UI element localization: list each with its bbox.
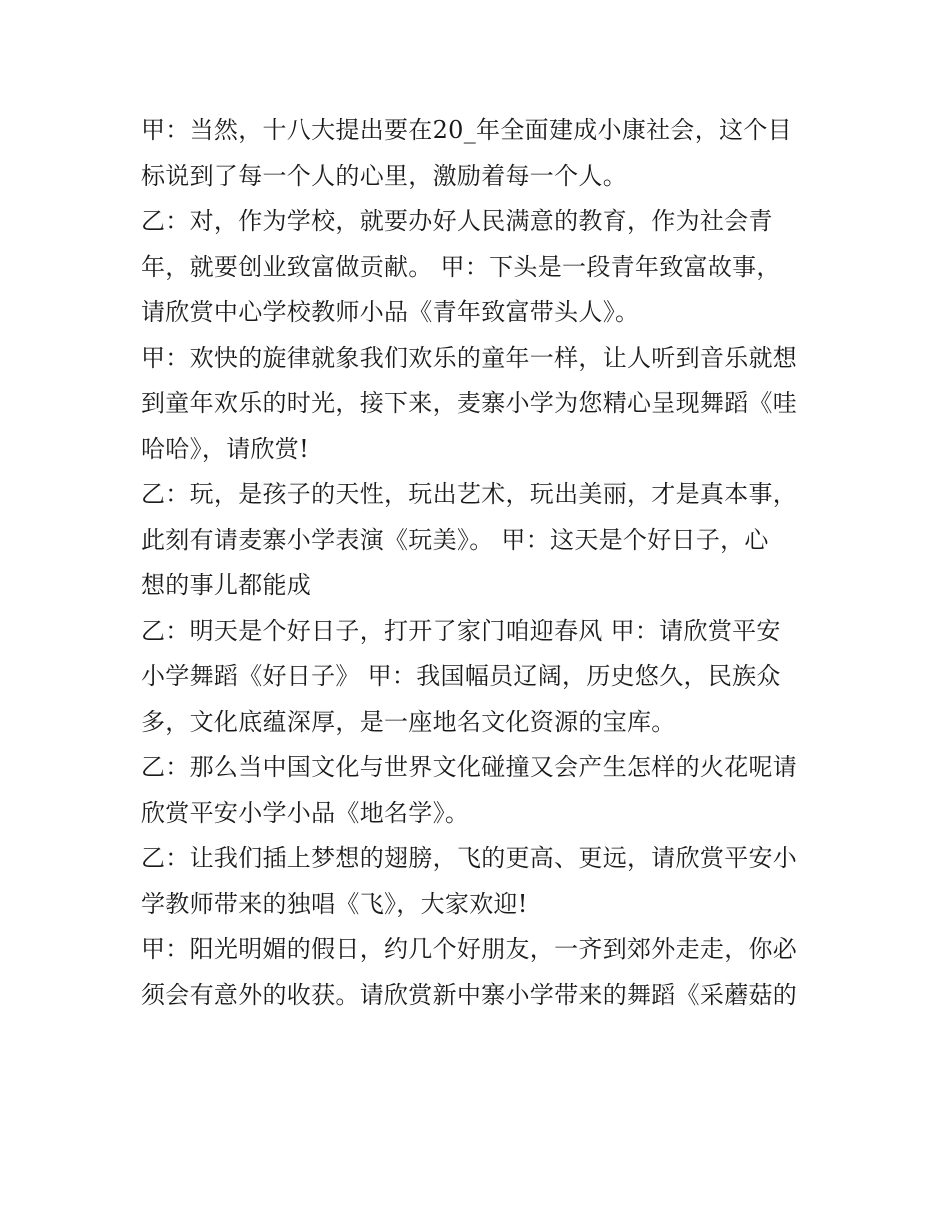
text-line: 年，就要创业致富做贡献。 甲：下头是一段青年致富故事， [141,252,781,281]
text-line: 请欣赏中心学校教师小品《青年致富带头人》。 [141,298,640,326]
text-line: 乙：对，作为学校，就要办好人民满意的教育，作为社会青 [141,207,773,235]
text-line: 乙：玩，是孩子的天性，玩出艺术，玩出美丽，才是真本事， [141,480,798,508]
text-line: 乙：明天是个好日子，打开了家门咱迎春风 甲：请欣赏平安 [141,616,781,645]
text-line: 欣赏平安小学小品《地名学》。 [141,798,470,827]
text-line: 学教师带来的独唱《飞》，大家欢迎! [141,889,528,918]
text-line: 小学舞蹈《好日子》 甲：我国幅员辽阔，历史悠久，民族众 [141,662,781,690]
document-body [141,108,821,1018]
text-line: 多，文化底蕴深厚，是一座地名文化资源的宝库。 [141,707,676,736]
text-line: 标说到了每一个人的心里，激励着每一个人。 [141,161,627,190]
text-line: 甲：当然，十八大提出要在20_年全面建成小康社会，这个目 [141,116,792,144]
text-line: 想的事儿都能成 [141,571,312,599]
text-line: 须会有意外的收获。请欣赏新中寨小学带来的舞蹈《采蘑菇的 [141,980,798,1009]
text-line: 乙：让我们插上梦想的翅膀，飞的更高、更远，请欣赏平安小 [141,844,798,872]
text-line: 甲：欢快的旋律就象我们欢乐的童年一样，让人听到音乐就想 [141,343,798,372]
text-line: 乙：那么当中国文化与世界文化碰撞又会产生怎样的火花呢请 [141,753,798,781]
text-line: 甲：阳光明媚的假日，约几个好朋友，一齐到郊外走走，你必 [141,935,798,963]
text-line: 哈哈》，请欣赏! [141,434,310,463]
text-line: 到童年欢乐的时光，接下来，麦寨小学为您精心呈现舞蹈《哇 [141,389,798,417]
text-line: 此刻有请麦寨小学表演《玩美》。 甲：这天是个好日子，心 [141,525,769,554]
